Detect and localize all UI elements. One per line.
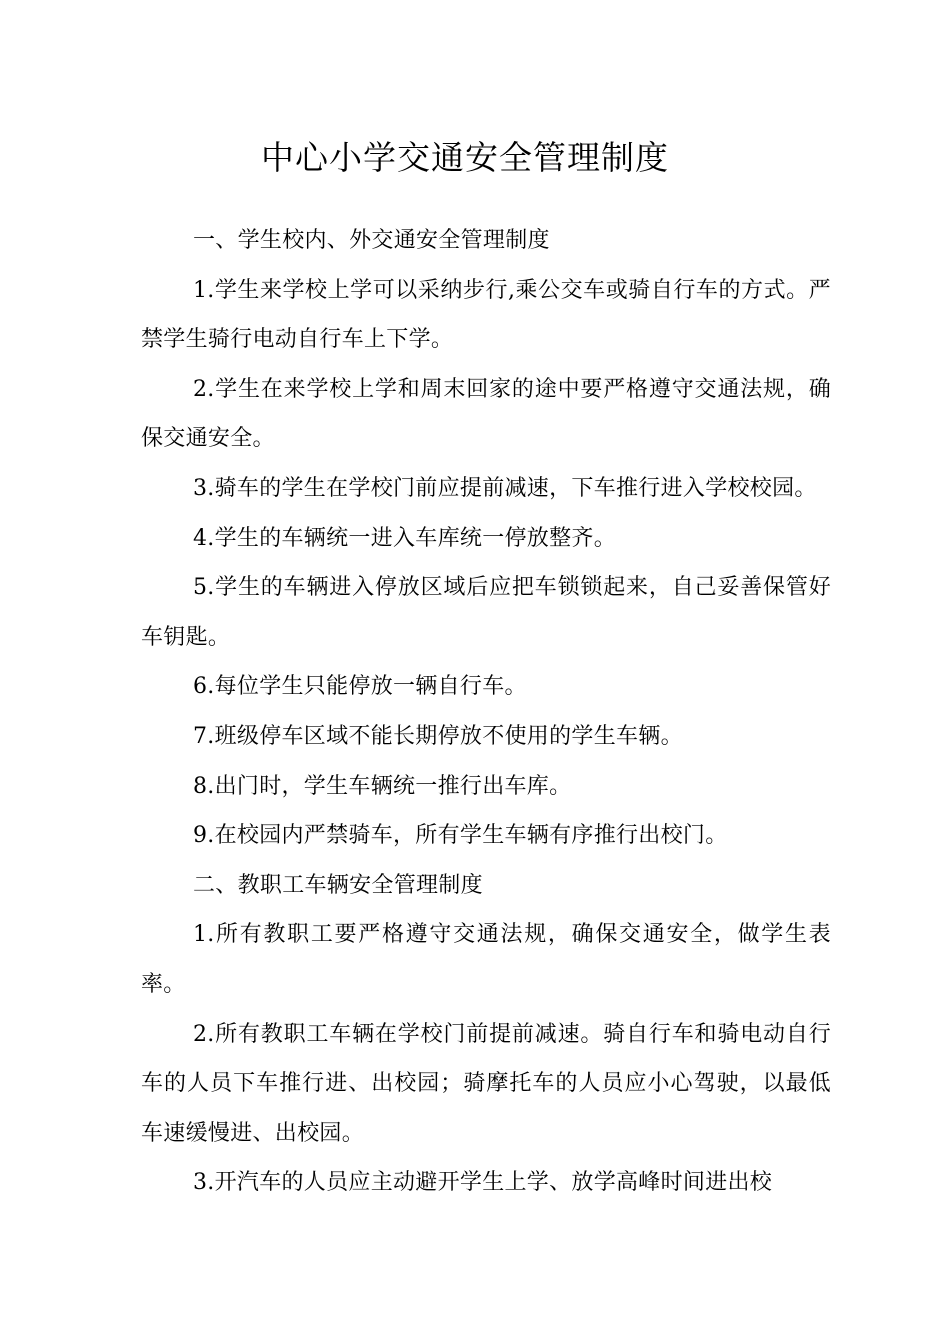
paragraph: 6.每位学生只能停放一辆自行车。	[193, 674, 527, 700]
paragraph: 3.骑车的学生在学校门前应提前减速，下车推行进入学校校园。	[193, 475, 817, 501]
paragraph: 9.在校园内严禁骑车，所有学生车辆有序推行出校门。	[193, 823, 728, 849]
paragraph: 5.学生的车辆进入停放区域后应把车锁锁起来，自己妥善保管好车钥匙。	[141, 575, 831, 650]
paragraph: 7.班级停车区域不能长期停放不使用的学生车辆。	[193, 723, 683, 749]
section-heading-2: 二、教职工车辆安全管理制度	[193, 872, 483, 898]
section-heading-1: 一、学生校内、外交通安全管理制度	[193, 228, 550, 253]
paragraph: 2.所有教职工车辆在学校门前提前减速。骑自行车和骑电动自行车的人员下车推行进、出校园；骑摩托车的人员应小心驾驶，以最低车速缓慢进、出校园。	[141, 1021, 831, 1146]
paragraph: 4.学生的车辆统一进入车库统一停放整齐。	[193, 525, 616, 551]
document-title: 中心小学交通安全管理制度	[261, 138, 669, 177]
paragraph: 1.所有教职工要严格遵守交通法规，确保交通安全，做学生表率。	[141, 922, 831, 997]
paragraph: 8.出门时，学生车辆统一推行出车库。	[193, 773, 572, 799]
document-body	[141, 216, 831, 1208]
paragraph: 1.学生来学校上学可以采纳步行,乘公交车或骑自行车的方式。严禁学生骑行电动自行车上下学。	[141, 277, 831, 353]
paragraph: 2.学生在来学校上学和周末回家的途中要严格遵守交通法规，确保交通安全。	[141, 376, 831, 452]
paragraph: 3.开汽车的人员应主动避开学生上学、放学高峰时间进出校	[193, 1170, 773, 1196]
